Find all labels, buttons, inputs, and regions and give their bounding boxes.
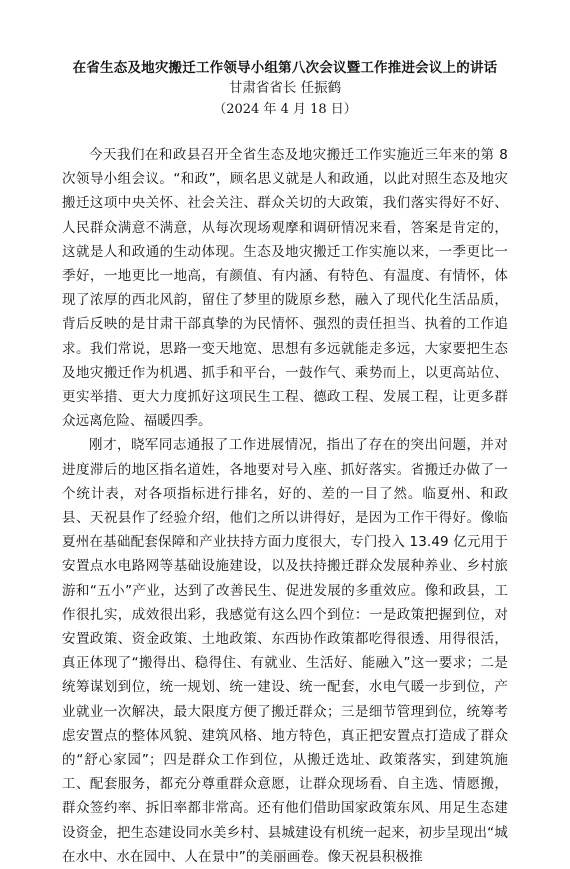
speech-date: （2024 年 4 月 18 日） [213,102,357,117]
speech-body [62,143,508,869]
title-block [62,58,508,121]
paragraph-2: 刚才，晓军同志通报了工作进展情况，指出了存在的突出问题，并对进度滞后的地区指名道姓，各地要对号入座、抓好落实。省搬迁办做了一个统计表，对各项指标进行排名，好的、差的一目了然。临夏州、和政县、天祝县作了经验介绍，他们之所以讲得好，是因为工作干得好。像临夏州在基础配套保障和产业扶持方面力度很大，专门投入 13.49 亿元用于安置点水电路网等基础设施建设，以及扶持搬迁群众发展种养业、乡村旅游和“五小”产业，达到了改善民生、促进发展的多重效应。像和政县，工作很扎实，成效很出彩，我感觉有这么四个到位：一是政策把握到位，对安置政策、资金政策、土地政策、东西协作政策都吃得很透、用得很活，真正体现了“搬得出、稳得住、有就业、生活好、能融入”这一要求；二是统筹谋划到位，统一规划、统一建设、统一配套，水电气暖一步到位，产业就业一次解决，最大限度方便了搬迁群众；三是细节管理到位，统筹考虑安置点的整体风貌、建筑风格、地方特色，真正把安置点打造成了群众的“舒心家园”；四是群众工作到位，从搬迁选址、政策落实，到建筑施工、配套服务，都充分尊重群众意愿，让群众现场看、自主选、情愿搬，群众签约率、拆旧率都非常高。还有他们借助国家政策东风、用足生态建设资金，把生态建设同水美乡村、县城建设有机统一起来，初步呈现出“城在水中、水在园中、人在景中”的美丽画卷。像天祝县积极推 [62,437,508,865]
speaker-line: 甘肃省省长 任振鹤 [228,80,342,96]
speech-title: 在省生态及地灾搬迁工作领导小组第八次会议暨工作推进会议上的讲话 [72,60,498,76]
paragraph-1: 今天我们在和政县召开全省生态及地灾搬迁工作实施近三年来的第 8 次领导小组会议。“和政”，顾名思义就是人和政通，以此对照生态及地灾搬迁这项中央关怀、社会关注、群众关切的大政策，我们落实得好不好、人民群众满意不满意，从每次现场观摩和调研情况来看，答案是肯定的，这就是人和政通的生动体现。生态及地灾搬迁工作实施以来，一季更比一季好，一地更比一地高，有颜值、有内涵、有特色、有温度、有情怀，体现了浓厚的西北风韵，留住了梦里的陇原乡愁，融入了现代化生活品质，背后反映的是甘肃干部真挚的为民情怀、强烈的责任担当、执着的工作追求。我们常说，思路一变天地宽、思想有多远就能走多远，大家要把生态及地灾搬迁作为机遇、抓手和平台，一鼓作气、乘势而上，以更高站位、更实举措、更大力度抓好这项民生工程、德政工程、发展工程，让更多群众远离危险、福暖四季。 [62,147,508,430]
